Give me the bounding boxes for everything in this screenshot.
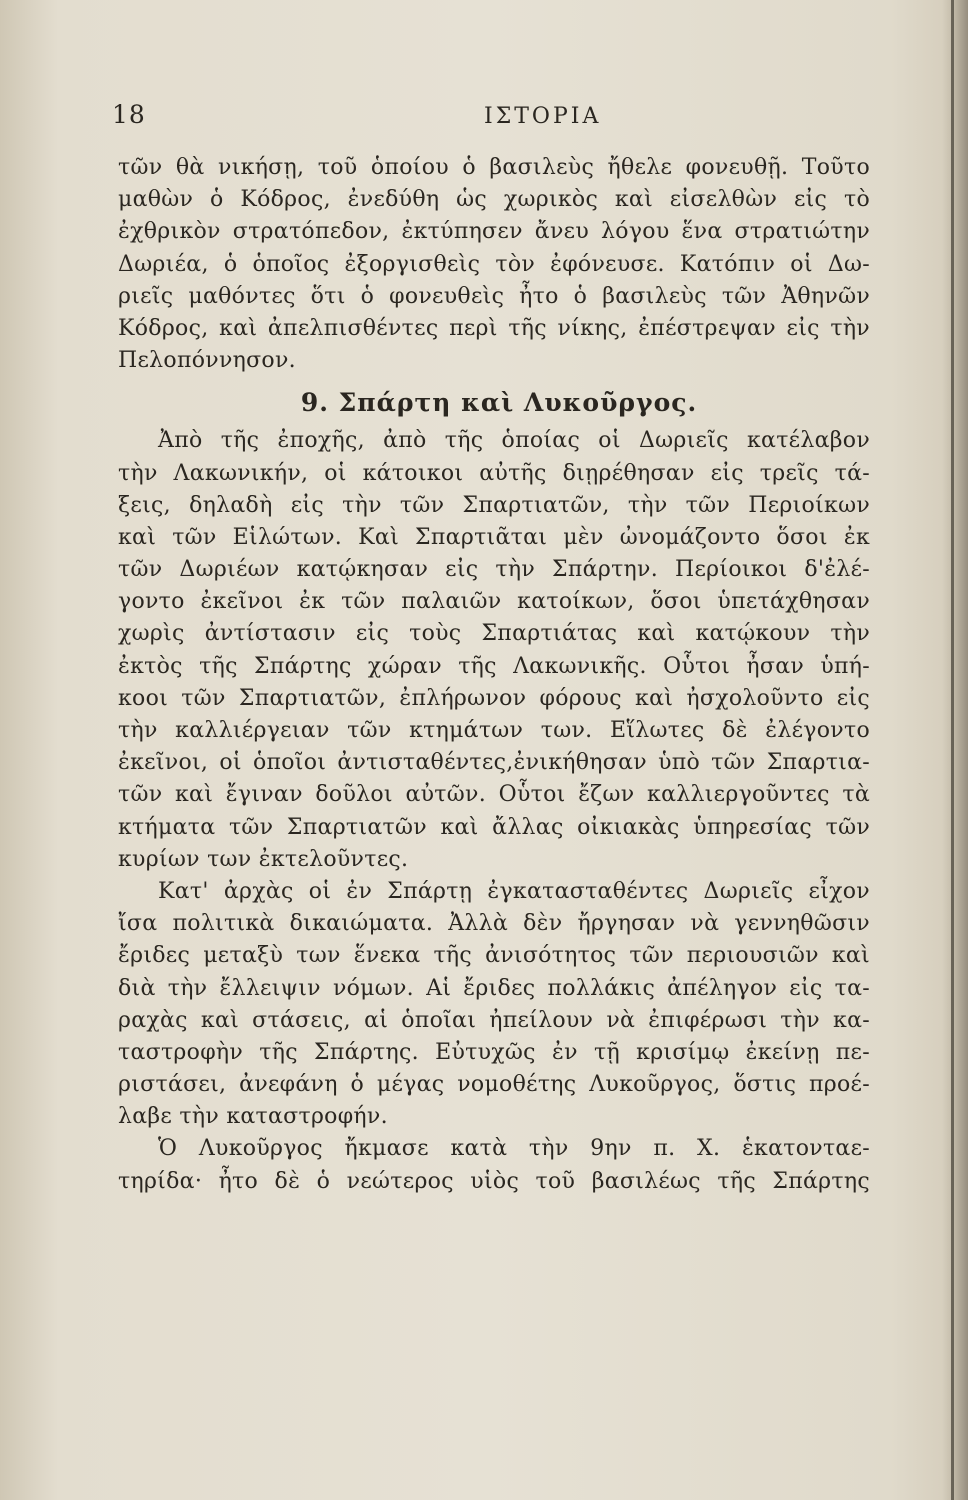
text-line: κτήματα τῶν Σπαρτιατῶν καὶ ἄλλας οἰκιακὰς ὑπηρεσίας τῶν [118,814,870,840]
text-line: τηρίδα· ἦτο δὲ ὁ νεώτερος υἱὸς τοῦ βασιλέως τῆς Σπάρτης [118,1168,870,1194]
text-line: κοοι τῶν Σπαρτιατῶν, ἐπλήρωνον φόρους καὶ ἠσχολοῦντο εἰς [118,685,870,711]
text-line: Κόδρος, καὶ ἀπελπισθέντες περὶ τῆς νίκης, ἐπέστρεψαν εἰς τὴν [118,315,870,341]
text-line: χωρὶς ἀντίστασιν εἰς τοὺς Σπαρτιάτας καὶ κατῴκουν τὴν [118,621,870,647]
text-line: τῶν θὰ νικήσῃ, τοῦ ὁποίου ὁ βασιλεὺς ἤθελε φονευθῇ. Τοῦτο [118,155,870,180]
text-line: καὶ τῶν Εἱλώτων. Καὶ Σπαρτιᾶται μὲν ὠνομάζοντο ὅσοι ἐκ [118,524,870,550]
text-line: κυρίων των ἐκτελοῦντες. [118,846,409,872]
text-line: ταστροφὴν τῆς Σπάρτης. Εὐτυχῶς ἐν τῇ κρισίμῳ ἐκείνῃ πε- [118,1039,870,1065]
text-line: ἐχθρικὸν στρατόπεδον, ἐκτύπησεν ἄνευ λόγου ἕνα στρατιώτην [118,219,870,245]
text-line: λαβε τὴν καταστροφήν. [118,1104,388,1130]
page-edge-line [951,0,954,1500]
running-header [112,100,928,140]
text-line: γοντο ἐκεῖνοι ἐκ τῶν παλαιῶν κατοίκων, ὅσοι ὑπετάχθησαν [118,589,870,615]
text-line: ριστάσει, ἀνεφάνη ὁ μέγας νομοθέτης Λυκοῦργος, ὅστις προέ- [118,1072,870,1098]
text-line: μαθὼν ὁ Κόδρος, ἐνεδύθη ὡς χωρικὸς καὶ εἰσελθὼν εἰς τὸ [118,187,870,213]
running-title: ΙΣΤΟΡΙΑ [484,104,602,129]
page-edge-shadow [942,0,968,1500]
text-line: ἴσα πολιτικὰ δικαιώματα. Ἀλλὰ δὲν ἤργησαν νὰ γεννηθῶσιν [118,911,870,937]
text-line: ἐκεῖνοι, οἱ ὁποῖοι ἀντισταθέντες,ἐνικήθησαν ὑπὸ τῶν Σπαρτια- [118,750,870,776]
text-line: διὰ τὴν ἔλλειψιν νόμων. Αἱ ἔριδες πολλάκις ἀπέληγον εἰς τα- [118,975,870,1001]
text-line: ραχὰς καὶ στάσεις, αἱ ὁποῖαι ἠπείλουν νὰ ἐπιφέρωσι τὴν κα- [118,1007,870,1033]
text-line: ἔριδες μεταξὺ των ἕνεκα τῆς ἀνισότητος τῶν περιουσιῶν καὶ [118,943,870,969]
text-line: τὴν καλλιέργειαν τῶν κτημάτων των. Εἵλωτες δὲ ἐλέγοντο [118,718,870,743]
text-line: Δωριέα, ὁ ὁποῖος ἐξοργισθεὶς τὸν ἐφόνευσε. Κατόπιν οἱ Δω- [118,251,870,277]
text-line: τῶν καὶ ἔγιναν δοῦλοι αὐτῶν. Οὗτοι ἔζων καλλιεργοῦντες τὰ [118,782,870,808]
text-line: Πελοπόννησον. [118,348,296,374]
page-number: 18 [112,100,146,129]
section-heading: 9. Σπάρτη καὶ Λυκοῦργος. [300,388,698,418]
text-line: ἐκτὸς τῆς Σπάρτης χώραν τῆς Λακωνικῆς. Οὗτοι ἦσαν ὑπή- [118,653,870,679]
text-line: ριεῖς μαθόντες ὅτι ὁ φονευθεὶς ἦτο ὁ βασιλεὺς τῶν Ἀθηνῶν [118,283,870,309]
text-line: Ἀπὸ τῆς ἐποχῆς, ἀπὸ τῆς ὁποίας οἱ Δωριεῖς κατέλαβον [158,428,870,454]
text-line: Κατ' ἀρχὰς οἱ ἐν Σπάρτῃ ἐγκατασταθέντες Δωριεῖς εἶχον [158,878,870,904]
body-text [118,152,870,1198]
text-line: Ὁ Λυκοῦργος ἤκμασε κατὰ τὴν 9ην π. Χ. ἑκατονταε- [158,1136,870,1162]
text-line: τῶν Δωριέων κατῴκησαν εἰς τὴν Σπάρτην. Περίοικοι δ'ἐλέ- [118,557,870,583]
text-line: τὴν Λακωνικήν, οἱ κάτοικοι αὐτῆς διῃρέθησαν εἰς τρεῖς τά- [118,460,870,486]
text-line: ξεις, δηλαδὴ εἰς τὴν τῶν Σπαρτιατῶν, τὴν τῶν Περιοίκων [118,492,870,518]
